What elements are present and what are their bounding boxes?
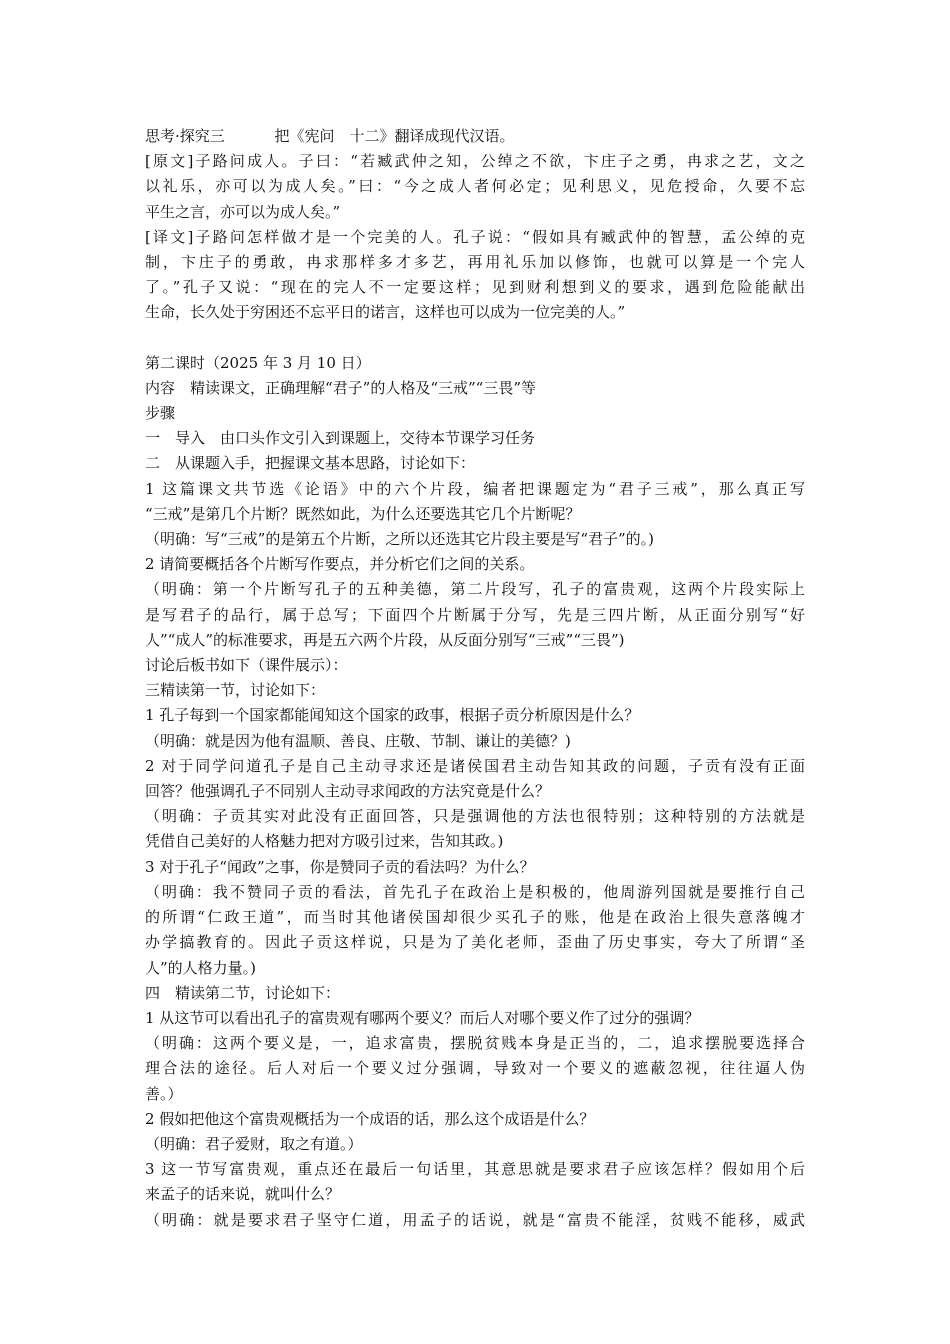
text-line: 二 从课题入手，把握课文基本思路，讨论如下： (145, 454, 476, 473)
text-line: （明确：第一个片断写孔子的五种美德，第二片段写，孔子的富贵观，这两个片段实际上 (145, 580, 805, 599)
text-line: 是写君子的品行，属于总写；下面四个片断属于分写，先是三四片断，从正面分别写“好 (145, 605, 805, 624)
text-line: 善。） (145, 1084, 183, 1103)
text-line: 3 这一节写富贵观，重点还在最后一句话里，其意思就是要求君子应该怎样？假如用个后 (145, 1160, 805, 1179)
text-line: 平生之言，亦可以为成人矣。” (145, 202, 341, 221)
text-line: 来孟子的话来说，就叫什么？ (145, 1185, 341, 1204)
text-line: 3 对于孔子“闻政”之事，你是赞同子贡的看法吗？为什么？ (145, 857, 535, 876)
text-line: 1 从这节可以看出孔子的富贵观有哪两个要义？而后人对哪个要义作了过分的强调？ (145, 1008, 700, 1027)
text-line: 2 假如把他这个富贵观概括为一个成语的话，那么这个成语是什么？ (145, 1109, 595, 1128)
text-line: “三戒”是第几个片断？既然如此，为什么还要选其它几个片断呢？ (145, 504, 581, 523)
second-lesson-section (145, 351, 805, 1233)
translation-exercise-section (145, 124, 805, 326)
text-line: 生命，长久处于穷困还不忘平日的诺言，这样也可以成为一位完美的人。” (145, 303, 626, 322)
section-spacer (145, 326, 805, 351)
text-line: （明确：君子爱财，取之有道。） (145, 1134, 363, 1153)
text-line: 凭借自己美好的人格魅力把对方吸引过来，告知其政。) (145, 832, 504, 851)
text-line: 四 精读第二节，讨论如下： (145, 983, 341, 1002)
text-line: 了。”孔子又说：“现在的完人不一定要这样；见到财利想到义的要求，遇到危险能献出 (145, 278, 805, 297)
text-line: 人”的人格力量。) (145, 958, 257, 977)
text-line: 办学搞教育的。因此子贡这样说，只是为了美化老师，歪曲了历史事实，夸大了所谓“圣 (145, 933, 805, 952)
text-line: 以礼乐，亦可以为成人矣。”曰：“今之成人者何必定；见利思义，见危授命，久要不忘 (145, 177, 805, 196)
text-line: 人”“成人”的标准要求，再是五六两个片段，从反面分别写“三戒”“三畏”) (145, 630, 625, 649)
text-line: 理合法的途径。后人对后一个要义过分强调，导致对一个要义的遮蔽忽视，往往逼人伪 (145, 1059, 805, 1078)
text-line: [原文]子路问成人。子曰：“若臧武仲之知，公绰之不欲，卞庄子之勇，冉求之艺，文之 (145, 152, 805, 171)
text-line: （明确：这两个要义是，一，追求富贵，摆脱贫贱本身是正当的，二，追求摆脱要选择合 (145, 1034, 805, 1053)
text-line: 三精读第一节，讨论如下： (145, 681, 326, 700)
text-line: 第二课时（2025 年 3 月 10 日） (145, 353, 371, 372)
text-line: 的所谓“仁政王道”，而当时其他诸侯国却很少买孔子的账，他是在政治上很失意落魄才 (145, 908, 805, 927)
document-body (145, 124, 805, 1233)
text-line: （明确：就是要求君子坚守仁道，用孟子的话说，就是“富贵不能淫，贫贱不能移，威武 (145, 1210, 805, 1229)
text-line: 回答？他强调孔子不同别人主动寻求闻政的方法究竟是什么？ (145, 782, 551, 801)
text-line: （明确：子贡其实对此没有正面回答，只是强调他的方法也很特别；这种特别的方法就是 (145, 807, 805, 826)
text-line: 2 请简要概括各个片断写作要点，并分析它们之间的关系。 (145, 555, 535, 574)
text-line: （明确：就是因为他有温顺、善良、庄敬、节制、谦让的美德？) (145, 731, 571, 750)
text-line: 内容 精读课文，正确理解“君子”的人格及“三戒”“三畏”等 (145, 378, 537, 397)
text-line: 1 这篇课文共节选《论语》中的六个片段，编者把课题定为“君子三戒”，那么真正写 (145, 479, 805, 498)
text-line: （明确：写“三戒”的是第五个片断，之所以还选其它片段主要是写“君子”的。) (145, 530, 655, 549)
text-line: [译文]子路问怎样做才是一个完美的人。孔子说：“假如具有臧武仲的智慧，孟公绰的克 (145, 227, 805, 246)
text-line: （明确：我不赞同子贡的看法，首先孔子在政治上是积极的，他周游列国就是要推行自己 (145, 882, 805, 901)
text-line: 步骤 (145, 404, 176, 423)
text-line: 一 导入 由口头作文引入到课题上，交待本节课学习任务 (145, 429, 536, 448)
text-line: 思考·探究三 把《宪问 十二》翻译成现代汉语。 (145, 127, 515, 145)
text-line: 制，卞庄子的勇敢，冉求那样多才多艺，再用礼乐加以修饰，也就可以算是一个完人 (145, 253, 805, 272)
text-line: 讨论后板书如下（课件展示）： (145, 656, 348, 675)
text-line: 2 对于同学问道孔子是自己主动寻求还是诸侯国君主动告知其政的问题，子贡有没有正面 (145, 756, 805, 775)
text-line: 1 孔子每到一个国家都能闻知这个国家的政事，根据子贡分析原因是什么？ (145, 706, 640, 725)
